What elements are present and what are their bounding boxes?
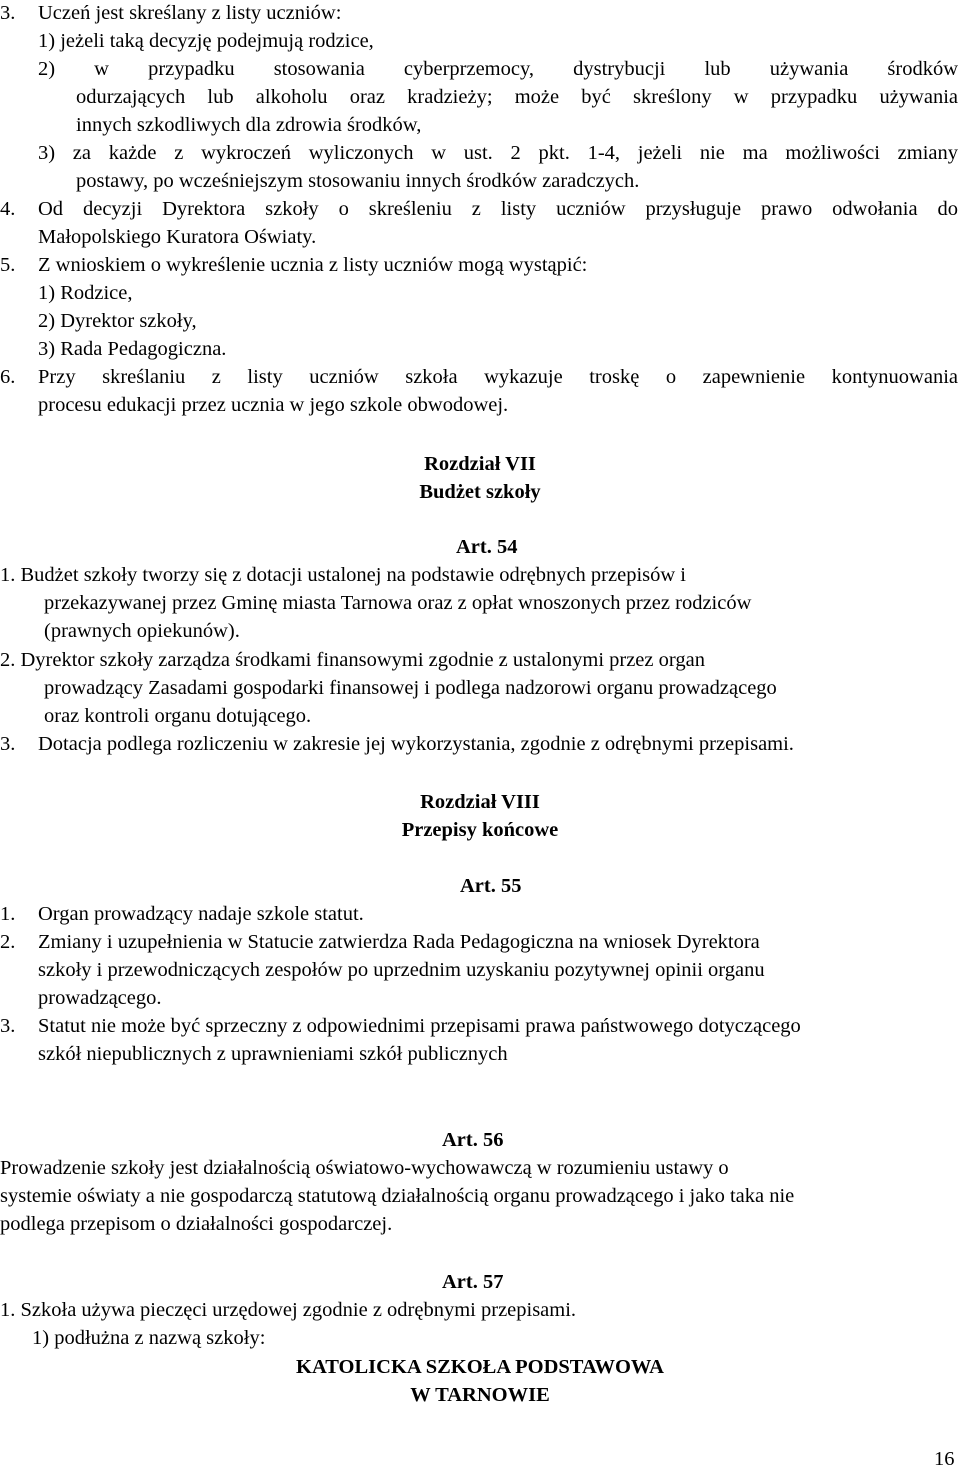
art-55-p1-text: Organ prowadzący nadaje szkole statut. bbox=[38, 903, 364, 925]
art-57-sub-1: 1) podłużna z nazwą szkoły: bbox=[32, 1327, 266, 1349]
art-55-p3-line-1: Statut nie może być sprzeczny z odpowiednimi przepisami prawa państwowego dotyczącego bbox=[38, 1015, 801, 1037]
item-5-number: 5. bbox=[0, 254, 16, 276]
item-3-sub-2-line-2: odurzających lub alkoholu oraz kradzieży; może być skreślony w przypadku używania bbox=[76, 86, 958, 108]
item-6-line-2: procesu edukacji przez ucznia w jego szkole obwodowej. bbox=[38, 394, 509, 416]
item-3-sub-3-line-2: postawy, po wcześniejszym stosowaniu innych środków zaradczych. bbox=[76, 170, 640, 192]
article-56-heading: Art. 56 bbox=[442, 1129, 504, 1151]
article-55-heading: Art. 55 bbox=[460, 875, 522, 897]
article-57-heading: Art. 57 bbox=[442, 1271, 504, 1293]
art-55-p1-number: 1. bbox=[0, 903, 16, 925]
item-5-sub-2: 2) Dyrektor szkoły, bbox=[38, 310, 197, 332]
art-56-line-2: systemie oświaty a nie gospodarczą statutową działalnością organu prowadzącego i jako taka nie bbox=[0, 1185, 795, 1207]
item-5-sub-1: 1) Rodzice, bbox=[38, 282, 133, 304]
stamp-line-1: KATOLICKA SZKOŁA PODSTAWOWA bbox=[296, 1356, 664, 1378]
item-3-sub-3-line-1: 3) za każde z wykroczeń wyliczonych w ust. 2 pkt. 1-4, jeżeli nie ma możliwości zmiany bbox=[38, 142, 958, 164]
art-55-p3-line-2: szkół niepublicznych z uprawnieniami szkół publicznych bbox=[38, 1043, 508, 1065]
art-55-p2-line-1: Zmiany i uzupełnienia w Statucie zatwierdza Rada Pedagogiczna na wniosek Dyrektora bbox=[38, 931, 760, 953]
art-55-p3-number: 3. bbox=[0, 1015, 16, 1037]
art-54-p1-line-2: przekazywanej przez Gminę miasta Tarnowa oraz z opłat wnoszonych przez rodziców bbox=[44, 592, 752, 614]
article-54-heading: Art. 54 bbox=[456, 536, 518, 558]
stamp-line-2: W TARNOWIE bbox=[410, 1384, 550, 1406]
art-56-line-1: Prowadzenie szkoły jest działalnością oświatowo-wychowawczą w rozumieniu ustawy o bbox=[0, 1157, 729, 1179]
item-3-sub-1: 1) jeżeli taką decyzję podejmują rodzice, bbox=[38, 30, 374, 52]
art-55-p2-number: 2. bbox=[0, 931, 16, 953]
chapter-8-title: Rozdział VIII bbox=[420, 791, 540, 813]
item-6-number: 6. bbox=[0, 366, 16, 388]
item-3-text: Uczeń jest skreślany z listy uczniów: bbox=[38, 2, 342, 24]
art-54-p3-number: 3. bbox=[0, 733, 16, 755]
art-57-p1: 1. Szkoła używa pieczęci urzędowej zgodnie z odrębnymi przepisami. bbox=[0, 1299, 577, 1321]
item-5-text: Z wnioskiem o wykreślenie ucznia z listy uczniów mogą wystąpić: bbox=[38, 254, 588, 276]
art-54-p2-line-3: oraz kontroli organu dotującego. bbox=[44, 705, 312, 727]
art-55-p2-line-3: prowadzącego. bbox=[38, 987, 162, 1009]
art-54-p3-text: Dotacja podlega rozliczeniu w zakresie jej wykorzystania, zgodnie z odrębnymi przepisami. bbox=[38, 733, 794, 755]
art-56-line-3: podlega przepisom o działalności gospodarczej. bbox=[0, 1213, 393, 1235]
item-5-sub-3: 3) Rada Pedagogiczna. bbox=[38, 338, 227, 360]
item-3-sub-2-line-1: 2) w przypadku stosowania cyberprzemocy, dystrybucji lub używania środków bbox=[38, 58, 958, 80]
art-54-p1-line-3: (prawnych opiekunów). bbox=[44, 620, 240, 642]
art-54-p1-line-1: 1. Budżet szkoły tworzy się z dotacji ustalonej na podstawie odrębnych przepisów i bbox=[0, 564, 686, 586]
item-6-line-1: Przy skreślaniu z listy uczniów szkoła wykazuje troskę o zapewnienie kontynuowania bbox=[38, 366, 958, 388]
item-3-sub-2-line-3: innych szkodliwych dla zdrowia środków, bbox=[76, 114, 422, 136]
item-4-line-2: Małopolskiego Kuratora Oświaty. bbox=[38, 226, 317, 248]
chapter-8-subtitle: Przepisy końcowe bbox=[401, 819, 559, 841]
chapter-7-title: Rozdział VII bbox=[424, 453, 536, 475]
art-55-p2-line-2: szkoły i przewodniczących zespołów po uprzednim uzyskaniu pozytywnej opinii organu bbox=[38, 959, 765, 981]
item-4-line-1: Od decyzji Dyrektora szkoły o skreśleniu z listy uczniów przysługuje prawo odwołania do bbox=[38, 198, 958, 220]
item-3-number: 3. bbox=[0, 2, 16, 24]
art-54-p2-line-2: prowadzący Zasadami gospodarki finansowej i podlega nadzorowi organu prowadzącego bbox=[44, 677, 777, 699]
art-54-p2-line-1: 2. Dyrektor szkoły zarządza środkami finansowymi zgodnie z ustalonymi przez organ bbox=[0, 649, 705, 671]
chapter-7-subtitle: Budżet szkoły bbox=[419, 481, 541, 503]
page-number: 16 bbox=[934, 1448, 955, 1470]
item-4-number: 4. bbox=[0, 198, 16, 220]
